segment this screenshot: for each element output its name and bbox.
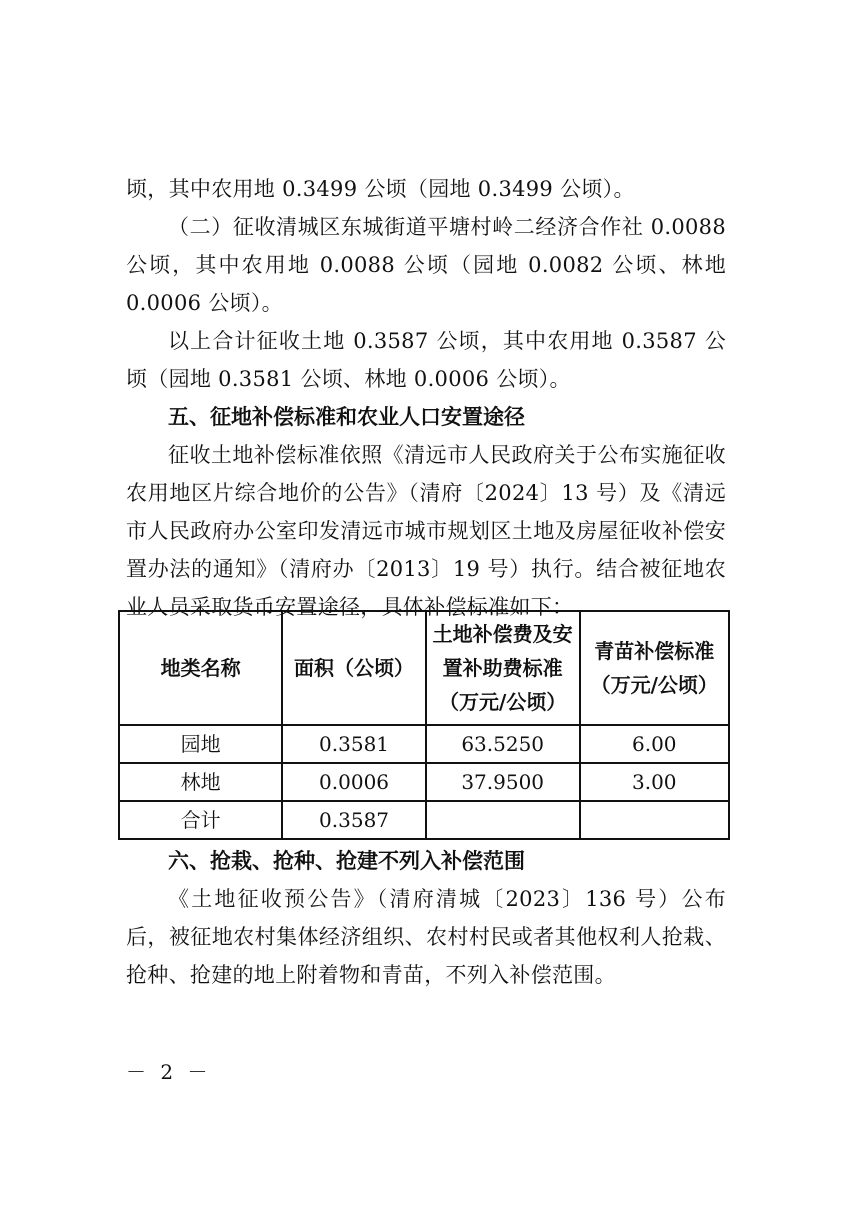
cell-land-type: 合计 — [119, 801, 282, 839]
cell-land-compensation: 63.5250 — [426, 725, 580, 763]
header-land-compensation: 土地补偿费及安置补助费标准（万元/公顷） — [426, 611, 580, 725]
compensation-table — [118, 610, 730, 840]
cell-area: 0.3581 — [282, 725, 426, 763]
table-row — [119, 763, 729, 801]
cell-land-compensation — [426, 801, 580, 839]
table-row-total — [119, 801, 729, 839]
table-row — [119, 725, 729, 763]
table-header-row — [119, 611, 729, 725]
paragraph-total: 以上合计征收土地 0.3587 公顷，其中农用地 0.3587 公顷（园地 0.3581 公顷、林地 0.0006 公顷）。 — [126, 329, 726, 391]
paragraph-item-2: （二）征收清城区东城街道平塘村岭二经济合作社 0.0088 公顷，其中农用地 0.0088 公顷（园地 0.0082 公顷、林地 0.0006 公顷）。 — [126, 215, 726, 315]
cell-land-type: 林地 — [119, 763, 282, 801]
paragraph-exclusion: 《土地征收预公告》（清府清城〔2023〕136 号）公布后，被征地农村集体经济组织、农村村民或者其他权利人抢栽、抢种、抢建的地上附着物和青苗，不列入补偿范围。 — [126, 887, 726, 987]
cell-crop-compensation: 6.00 — [580, 725, 730, 763]
header-land-type: 地类名称 — [119, 611, 282, 725]
paragraph-compensation-basis: 征收土地补偿标准依照《清远市人民政府关于公布实施征收农用地区片综合地价的公告》（清府〔2024〕13 号）及《清远市人民政府办公室印发清远市城市规划区土地及房屋征收补偿安置办法的通知》（清府办〔2013〕19 号）执行。结合被征地农业人员采取货币安置途径，具体补偿标准如下： — [126, 443, 726, 619]
cell-land-type: 园地 — [119, 725, 282, 763]
cell-crop-compensation — [580, 801, 730, 839]
paragraph-continued: 顷，其中农用地 0.3499 公顷（园地 0.3499 公顷）。 — [126, 177, 635, 201]
cell-crop-compensation: 3.00 — [580, 763, 730, 801]
section-heading-6: 六、抢栽、抢种、抢建不列入补偿范围 — [168, 849, 525, 873]
cell-area: 0.3587 — [282, 801, 426, 839]
cell-land-compensation: 37.9500 — [426, 763, 580, 801]
page-number: － 2 － — [126, 1060, 212, 1084]
header-crop-compensation: 青苗补偿标准（万元/公顷） — [580, 611, 730, 725]
section-heading-5: 五、征地补偿标准和农业人口安置途径 — [168, 405, 525, 429]
cell-area: 0.0006 — [282, 763, 426, 801]
header-area: 面积（公顷） — [282, 611, 426, 725]
